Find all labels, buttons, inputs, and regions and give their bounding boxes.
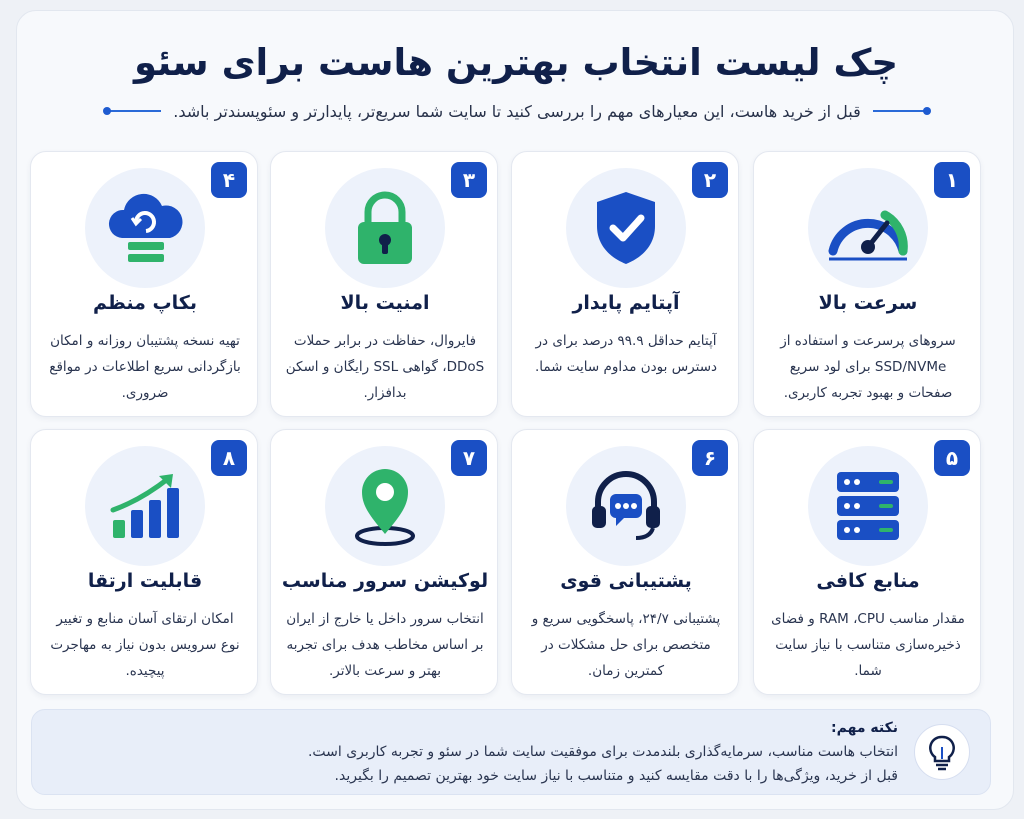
note-title: نکته مهم: [831,720,898,736]
card-description: آپتایم حداقل ۹۹.۹ درصد برای در دسترس بودن مداوم سایت شما. [534,333,718,375]
card-support [511,429,739,695]
card-location [270,429,498,695]
card-speed [753,151,981,417]
card-number: ۶ [692,440,728,476]
card-title: امنیت بالا [340,292,430,314]
subtitle-divider-right [873,110,927,112]
card-title: منابع کافی [816,570,920,592]
lightbulb-icon [914,724,970,780]
page-title: چک لیست انتخاب بهترین هاست برای سئو [134,41,898,84]
card-backup [30,151,258,417]
card-number: ۲ [692,162,728,198]
card-title: بکاپ منظم [93,292,197,314]
card-resources [753,429,981,695]
card-number: ۸ [211,440,247,476]
subtitle-row [107,96,927,126]
growth-chart-icon [85,446,205,566]
card-description: تهیه نسخه پشتیبان روزانه و امکان بازگردانی سریع اطلاعات در مواقع ضروری. [49,333,241,401]
card-number: ۵ [934,440,970,476]
card-title: سرعت بالا [818,292,918,314]
shield-check-icon [566,168,686,288]
card-title: پشتیبانی قوی [560,570,692,592]
server-stack-icon [808,446,928,566]
headset-icon [566,446,686,566]
card-number: ۱ [934,162,970,198]
card-uptime [511,151,739,417]
card-title: لوکیشن سرور مناسب [281,570,489,592]
infographic-sheet [16,10,1014,810]
card-description: سروهای پرسرعت و استفاده از SSD/NVMe برای لود سریع صفحات و بهبود تجربه کاربری. [780,333,956,401]
card-number: ۳ [451,162,487,198]
card-number: ۷ [451,440,487,476]
subtitle-divider-left [107,110,161,112]
note-line-1: انتخاب هاست مناسب، سرمایه‌گذاری بلندمدت برای موفقیت سایت شما در سئو و تجربه کاربری است. [307,744,898,760]
card-security [270,151,498,417]
card-number: ۴ [211,162,247,198]
card-description: امکان ارتقای آسان منابع و تغییر نوع سرویس بدون نیاز به مهاجرت پیچیده. [50,611,240,679]
card-title: آپتایم پایدار [572,292,680,314]
page-subtitle: قبل از خرید هاست، این معیارهای مهم را بررسی کنید تا سایت شما سریع‌تر، پایدارتر و سئوپسندتر باشد. [173,101,861,121]
padlock-icon [325,168,445,288]
card-description: فایروال، حفاظت در برابر حملات DDoS، گواهی SSL رایگان و اسکن بدافزار. [285,333,485,401]
card-description: انتخاب سرور داخل یا خارج از ایران بر اساس مخاطب هدف برای تجربه بهتر و سرعت بالاتر. [286,611,484,679]
card-scalability [30,429,258,695]
location-pin-icon [325,446,445,566]
speedometer-icon [808,168,928,288]
cloud-backup-icon [85,168,205,288]
important-note [31,709,991,795]
card-description: مقدار مناسب RAM ،CPU و فضای ذخیره‌سازی متناسب با نیاز سایت شما. [771,611,965,679]
card-description: پشتیبانی ۲۴/۷، پاسخگویی سریع و متخصص برای حل مشکلات در کمترین زمان. [531,611,721,679]
card-title: قابلیت ارتقا [87,570,203,592]
note-line-2: قبل از خرید، ویژگی‌ها را با دقت مقایسه کنید و متناسب با نیاز سایت خود بهترین تصمیم را بگیرید. [334,768,898,784]
